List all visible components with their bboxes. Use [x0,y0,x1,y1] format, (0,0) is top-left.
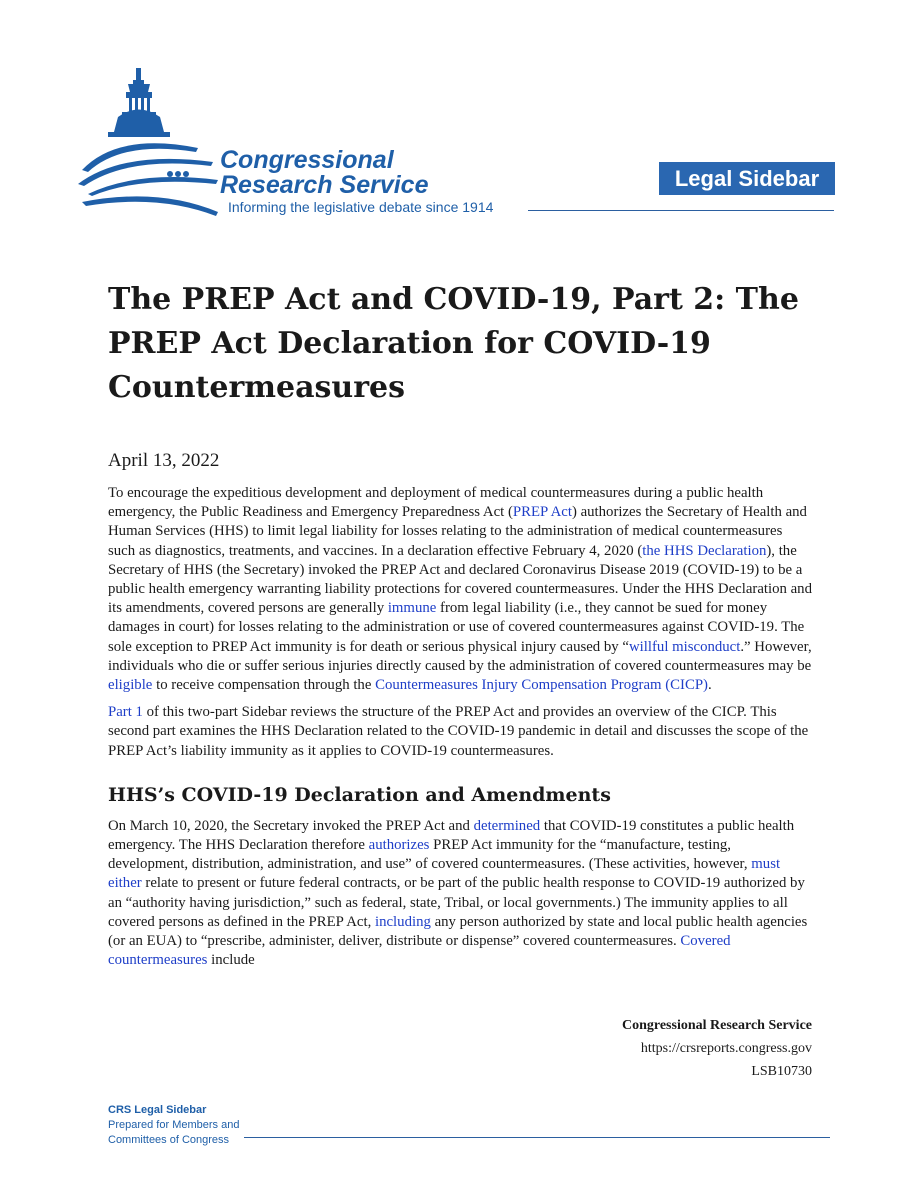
link-must-either[interactable]: must either [108,856,781,892]
link-eligible[interactable]: eligible [108,677,153,694]
text: .” However, individuals who die or suffer serious injuries directly caused by the administration of covered countermeasures may be [108,638,812,674]
text: from legal liability (i.e., they cannot be sued for money damages in court) for losses relating to the administration or use of covered countermeasures against COVID-19. The sole exception to PREP Act immunity is for death or serious physical injury caused by “ [108,600,805,655]
section-heading: HHS’s COVID-19 Declaration and Amendments [108,783,611,806]
link-cicp[interactable]: Countermeasures Injury Compensation Program (CICP) [375,677,708,694]
text: . [708,677,712,694]
text: any person authorized by state and local public health agencies (or an EUA) to “prescribe, administer, deliver, distribute or dispense” covered countermeasures. [108,913,808,950]
link-including[interactable]: including [374,913,431,930]
link-prep-act[interactable]: PREP Act [512,504,572,521]
link-willful-misconduct[interactable]: willful misconduct [628,638,741,655]
link-determined[interactable]: determined [473,817,541,834]
text: that COVID-19 constitutes a public health emergency. The HHS Declaration therefore [108,817,795,854]
footer-org: Congressional Research Service [621,1018,812,1033]
footer-series-line2: Prepared for Members and [108,1119,240,1131]
capitol-dome-icon [78,62,228,222]
org-name-line1: Congressional [220,146,394,174]
org-tagline: Informing the legislative debate since 1914 [228,199,494,215]
text: include [207,952,255,969]
crs-logo [78,62,548,222]
text: PREP Act immunity for the “manufacture, testing, development, distribution, administration, and use” of covered countermeasures. (These activities, however, [108,837,752,873]
paragraph-overview [108,703,812,761]
header-divider [528,210,834,211]
paragraph-intro [108,484,812,695]
article-body [108,484,812,978]
link-authorizes[interactable]: authorizes [368,837,430,854]
text: To encourage the expeditious development and deployment of medical countermeasures during a public health emergency, the Public Readiness and Emergency Preparedness Act ( [108,485,764,521]
text: relate to present or future federal contracts, or be part of the public health response to COVID-19 authorized by an “authority having jurisdiction,” such as federal, state, Tribal, or local governments.) The immunity applies to all covered persons as defined in the PREP Act, [108,875,805,930]
footer-citation [622,1014,812,1083]
text: ) authorizes the Secretary of Health and Human Services (HHS) to limit legal liability for losses relating to the administration of medical countermeasures such as diagnostics, treatments, and vaccines. In a declaration effective February 4, 2020 ( [108,504,807,559]
link-hhs-declaration[interactable]: the HHS Declaration [642,542,767,559]
text: of this two-part Sidebar reviews the structure of the PREP Act and provides an overview of the CICP. This second part examines the HHS Declaration related to the COVID-19 pandemic in detail and discusses the scope of the PREP Act’s liability immunity as it applies to COVID-19 countermeasures. [108,704,809,759]
paragraph-declaration [108,817,812,971]
link-immune[interactable]: immune [387,600,437,617]
footer-divider [244,1137,830,1138]
link-covered-countermeasures[interactable]: Covered countermeasures [108,933,731,969]
page-title: The PREP Act and COVID-19, Part 2: The PREP Act Declaration for COVID-19 Countermeasures [108,282,799,405]
text: to receive compensation through the [152,677,376,694]
link-part-1[interactable]: Part 1 [108,704,143,721]
footer-series [108,1103,239,1148]
text: On March 10, 2020, the Secretary invoked the PREP Act and [108,817,474,834]
footer-url: https://crsreports.congress.gov [640,1041,812,1056]
footer-series-title: CRS Legal Sidebar [108,1104,207,1116]
publication-date: April 13, 2022 [108,450,220,471]
org-name-line2: Research Service [220,171,429,199]
footer-report-code: LSB10730 [751,1064,812,1079]
footer-series-line3: Committees of Congress [108,1134,230,1146]
legal-sidebar-badge: Legal Sidebar [659,162,835,195]
text: ), the Secretary of HHS (the Secretary) invoked the PREP Act and declared Coronavirus Disease 2019 (COVID-19) to be a public health emergency warranting liability protections for covered countermeasures. Under the HHS Declaration and its amendments, covered persons are generally [108,542,812,617]
